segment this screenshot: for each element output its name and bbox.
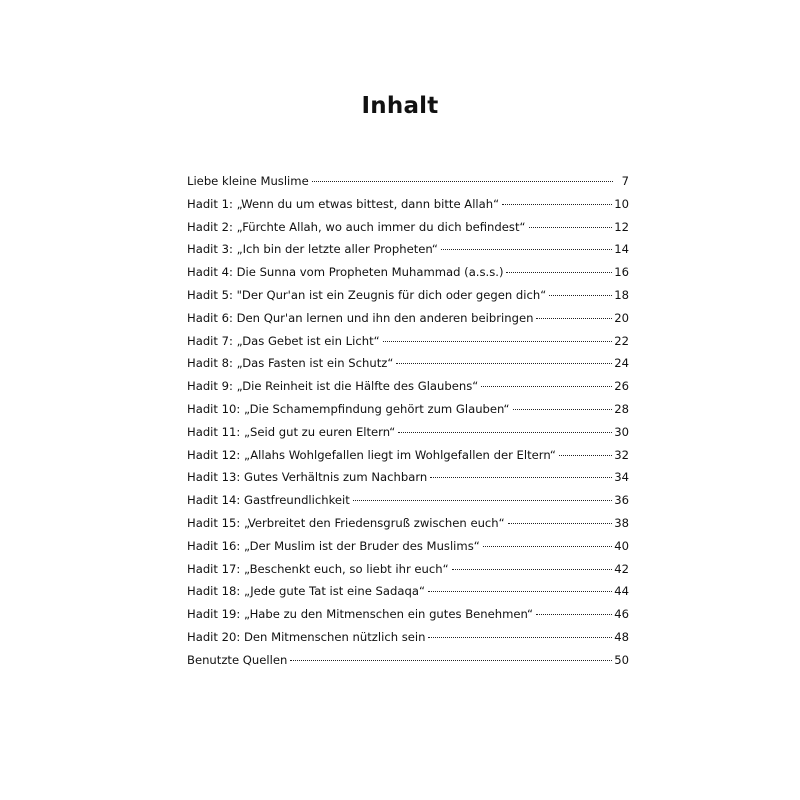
dot-leader xyxy=(353,499,612,501)
toc-entry-title: Hadit 14: Gastfreundlichkeit xyxy=(187,493,350,508)
toc-entry-page-number: 30 xyxy=(614,424,629,439)
toc-entry-page-number: 48 xyxy=(614,629,629,644)
toc-entry-page-number: 26 xyxy=(614,379,629,394)
toc-entry-page-number: 50 xyxy=(614,652,629,667)
dot-leader xyxy=(428,590,612,592)
toc-entry-page-number: 24 xyxy=(614,356,629,371)
toc-entry-page-number: 28 xyxy=(614,401,629,416)
toc-entry-title: Hadit 11: „Seid gut zu euren Eltern“ xyxy=(187,424,396,439)
toc-entry xyxy=(187,603,629,626)
toc-entry-title: Hadit 10: „Die Schamempfindung gehört zum Glauben“ xyxy=(187,401,510,416)
toc-entry-page-number: 42 xyxy=(614,561,629,576)
dot-leader xyxy=(483,545,612,547)
dot-leader xyxy=(441,248,612,250)
toc-entry xyxy=(187,512,629,535)
dot-leader xyxy=(481,385,612,387)
dot-leader xyxy=(312,180,613,182)
dot-leader xyxy=(452,568,613,570)
dot-leader xyxy=(428,636,612,638)
toc-entry xyxy=(187,580,629,603)
toc-entry-page-number: 38 xyxy=(614,515,629,530)
toc-entry-title: Hadit 3: „Ich bin der letzte aller Propheten“ xyxy=(187,242,438,257)
dot-leader xyxy=(536,317,612,319)
dot-leader xyxy=(513,408,613,410)
toc-entry-page-number: 34 xyxy=(614,470,629,485)
toc-entry-page-number: 22 xyxy=(614,333,629,348)
toc-entry-page-number: 44 xyxy=(614,584,629,599)
table-of-contents xyxy=(187,170,629,672)
toc-entry-page-number: 46 xyxy=(614,607,629,622)
toc-entry-page-number: 14 xyxy=(614,242,629,257)
dot-leader xyxy=(398,431,612,433)
dot-leader xyxy=(383,340,613,342)
toc-entry-title: Hadit 2: „Fürchte Allah, wo auch immer du dich befindest“ xyxy=(187,219,526,234)
toc-entry-page-number: 16 xyxy=(614,265,629,280)
toc-entry-title: Hadit 12: „Allahs Wohlgefallen liegt im Wohlgefallen der Eltern“ xyxy=(187,447,556,462)
toc-entry xyxy=(187,649,629,672)
toc-entry-title: Hadit 18: „Jede gute Tat ist eine Sadaqa“ xyxy=(187,584,425,599)
toc-entry xyxy=(187,444,629,467)
toc-entry-title: Hadit 1: „Wenn du um etwas bittest, dann bitte Allah“ xyxy=(187,196,500,211)
dot-leader xyxy=(559,454,612,456)
toc-entry xyxy=(187,284,629,307)
toc-entry xyxy=(187,398,629,421)
toc-entry xyxy=(187,626,629,649)
toc-entry-page-number: 40 xyxy=(614,538,629,553)
toc-entry xyxy=(187,261,629,284)
dot-leader xyxy=(549,294,612,296)
toc-entry xyxy=(187,330,629,353)
toc-entry-title: Hadit 5: "Der Qur'an ist ein Zeugnis für dich oder gegen dich“ xyxy=(187,287,547,302)
toc-entry xyxy=(187,421,629,444)
toc-entry xyxy=(187,535,629,558)
toc-entry-title: Hadit 15: „Verbreitet den Friedensgruß zwischen euch“ xyxy=(187,515,505,530)
toc-entry-title: Liebe kleine Muslime xyxy=(187,174,309,188)
toc-entry xyxy=(187,216,629,239)
dot-leader xyxy=(506,271,612,273)
dot-leader xyxy=(290,659,612,661)
dot-leader xyxy=(430,476,612,478)
dot-leader xyxy=(502,203,612,205)
toc-entry-page-number: 20 xyxy=(614,310,629,325)
toc-entry-title: Hadit 20: Den Mitmenschen nützlich sein xyxy=(187,629,426,644)
toc-entry xyxy=(187,352,629,375)
toc-entry-title: Hadit 7: „Das Gebet ist ein Licht“ xyxy=(187,333,380,348)
toc-entry-page-number: 32 xyxy=(614,447,629,462)
toc-entry-page-number: 18 xyxy=(614,287,629,302)
toc-entry xyxy=(187,238,629,261)
dot-leader xyxy=(529,226,613,228)
toc-entry-title: Hadit 4: Die Sunna vom Propheten Muhammad (a.s.s.) xyxy=(187,265,504,280)
dot-leader xyxy=(536,613,612,615)
toc-entry-page-number: 12 xyxy=(614,219,629,234)
toc-entry-page-number: 10 xyxy=(614,196,629,211)
page-title: Inhalt xyxy=(361,93,439,119)
toc-entry-title: Hadit 17: „Beschenkt euch, so liebt ihr euch“ xyxy=(187,561,449,576)
toc-entry xyxy=(187,466,629,489)
toc-entry-title: Benutzte Quellen xyxy=(187,652,288,667)
dot-leader xyxy=(508,522,613,524)
toc-entry-page-number: 36 xyxy=(614,493,629,508)
toc-entry-title: Hadit 9: „Die Reinheit ist die Hälfte des Glaubens“ xyxy=(187,379,479,394)
toc-entry xyxy=(187,170,629,193)
toc-entry-title: Hadit 8: „Das Fasten ist ein Schutz“ xyxy=(187,356,394,371)
toc-entry xyxy=(187,489,629,512)
toc-entry-page-number: 7 xyxy=(621,174,629,188)
dot-leader xyxy=(396,362,612,364)
toc-entry xyxy=(187,307,629,330)
toc-entry xyxy=(187,558,629,581)
toc-entry xyxy=(187,375,629,398)
toc-entry-title: Hadit 19: „Habe zu den Mitmenschen ein gutes Benehmen“ xyxy=(187,607,534,622)
toc-entry xyxy=(187,193,629,216)
toc-entry-title: Hadit 13: Gutes Verhältnis zum Nachbarn xyxy=(187,470,428,485)
toc-entry-title: Hadit 6: Den Qur'an lernen und ihn den anderen beibringen xyxy=(187,310,534,325)
toc-entry-title: Hadit 16: „Der Muslim ist der Bruder des Muslims“ xyxy=(187,538,480,553)
